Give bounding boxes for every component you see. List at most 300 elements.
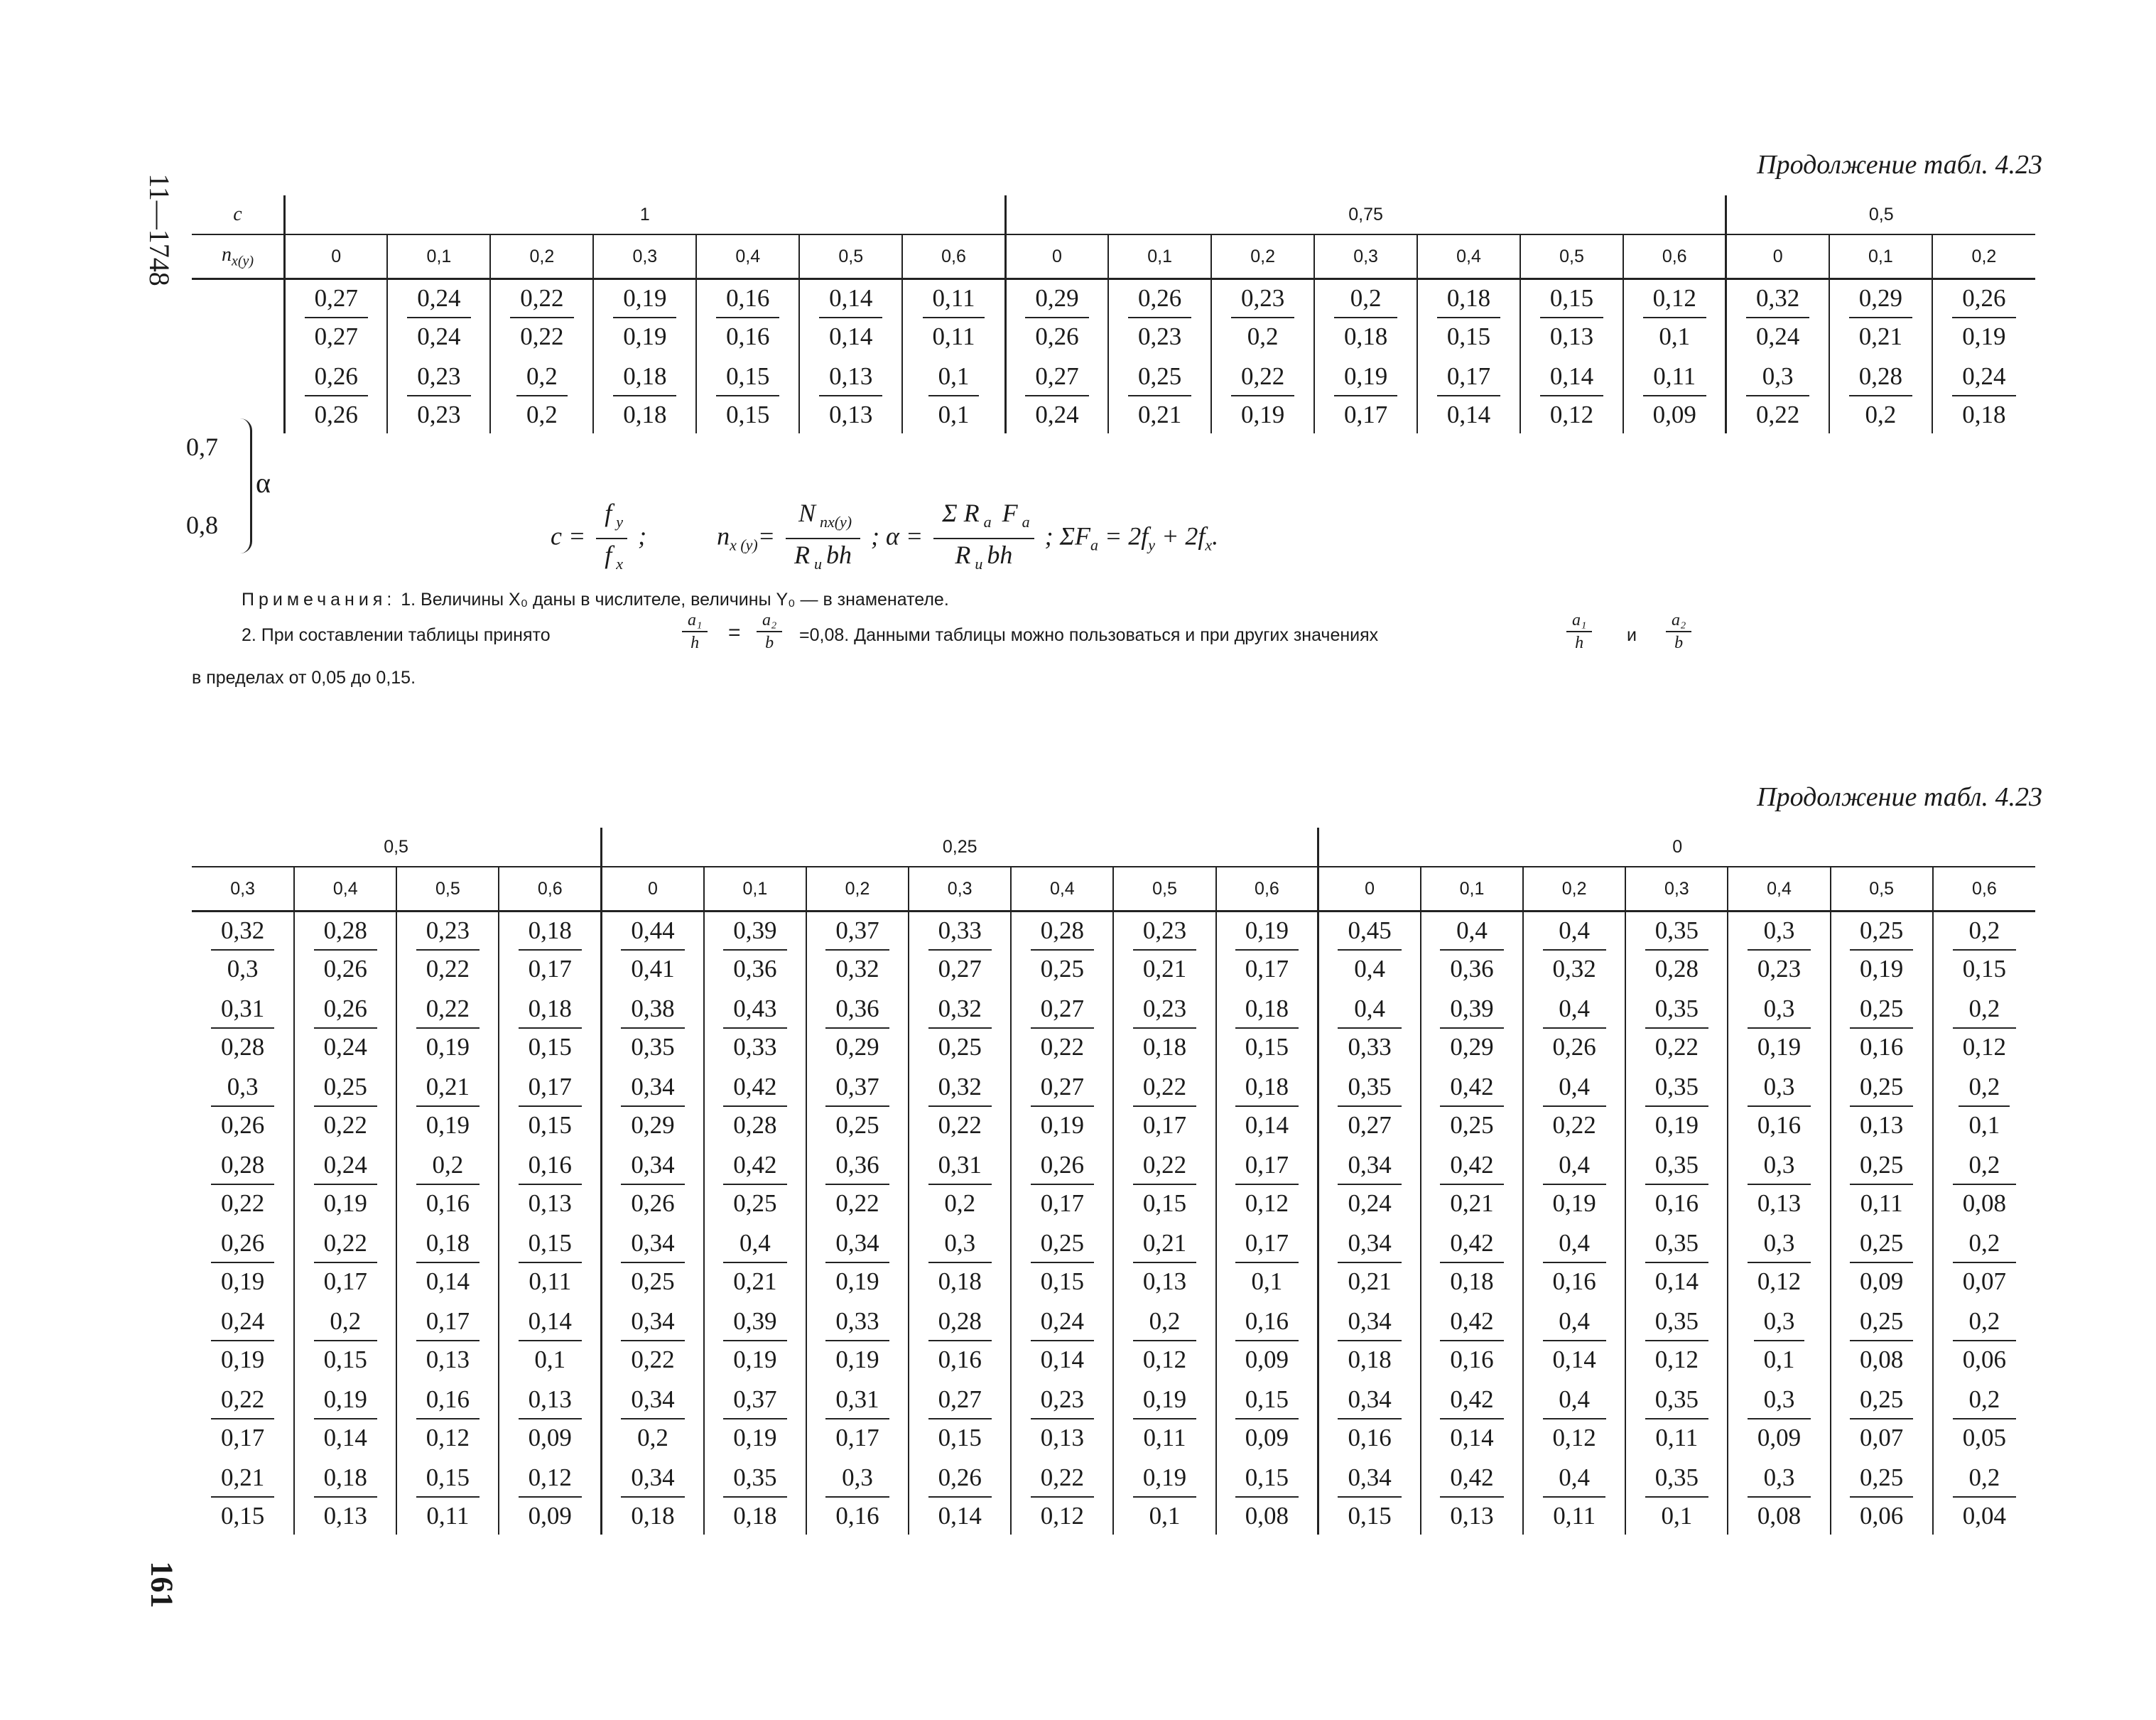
y0-value: 0,12 [1757,1267,1802,1295]
y0-value: 0,07 [1860,1424,1904,1451]
note-equals: = [728,621,741,644]
x0-value: 0,3 [1754,1303,1805,1341]
value-column [1932,279,2035,434]
value-pair [1235,1225,1299,1300]
x0-value: 0,2 [1953,1225,2016,1263]
y0-value: 0,18 [938,1267,982,1295]
value-pair [1133,912,1196,988]
y0-value: 0,25 [938,1033,982,1061]
n-value-header: 0,4 [1417,234,1520,279]
value-pair [1235,990,1299,1066]
n-value-header: 0,2 [1523,867,1625,912]
x0-value: 0,24 [1952,358,2015,396]
y0-value: 0,15 [1348,1502,1392,1530]
value-pair [1440,912,1503,988]
value-pair [519,1303,582,1378]
value-pair [723,990,786,1066]
value-pair [1133,1225,1196,1300]
value-pair [928,1381,992,1456]
x0-value: 0,25 [1850,1381,1913,1419]
y0-value: 0,13 [1757,1189,1802,1217]
x0-value: 0,38 [621,990,684,1029]
y0-value: 0,36 [733,955,777,983]
value-pair [416,1225,480,1300]
value-pair [1850,1147,1913,1222]
value-pair [1338,990,1401,1066]
value-pair [1953,1303,2016,1378]
y0-value: 0,26 [220,1111,265,1139]
value-pair [519,912,582,988]
x0-value: 0,28 [1031,912,1094,951]
n-value-header: 0 [285,234,388,279]
x0-value: 0,16 [1235,1303,1299,1341]
x0-value: 0,22 [314,1225,377,1263]
x0-value: 0,2 [1133,1303,1196,1341]
x0-value: 0,42 [723,1147,786,1185]
y0-value: 0,23 [1138,323,1182,350]
notes-line-2b: =0,08. Данными таблицы можно пользоваться и при других значениях [799,625,1379,645]
value-pair [1031,1225,1094,1300]
y0-value: 0,26 [1035,323,1079,350]
y0-value: 0,29 [1450,1033,1494,1061]
value-pair [825,990,889,1066]
x0-value: 0,4 [1440,912,1503,951]
x0-value: 0,35 [1645,912,1708,951]
value-pair [1748,1147,1811,1222]
x0-value: 0,25 [1850,990,1913,1029]
x0-value: 0,34 [621,1069,684,1107]
y0-value: 0,15 [938,1424,982,1451]
n-value-header: 0 [1726,234,1829,279]
n-value-header: 0 [1005,234,1108,279]
x0-value: 0,27 [1025,358,1088,396]
x0-value: 0,16 [416,1381,480,1419]
y0-value: 0,12 [1245,1189,1289,1217]
value-pair [1128,280,1191,355]
row-label-07: 0,7 [186,433,218,461]
x0-value: 0,17 [416,1303,480,1341]
value-pair [1540,358,1603,433]
value-pair [1235,1303,1299,1378]
n-value-header: 0,4 [294,867,396,912]
y0-value: 0,16 [426,1189,470,1217]
value-pair [819,358,882,433]
value-pair [723,912,786,988]
y0-value: 0,16 [726,323,770,350]
x0-value: 0,18 [1437,280,1500,318]
value-pair [723,1459,786,1535]
value-pair [613,280,676,355]
x0-value: 0,26 [211,1225,274,1263]
value-pair [305,358,368,433]
x0-value: 0,16 [519,1147,582,1185]
y0-value: 0,12 [1040,1502,1084,1530]
y0-value: 0,19 [733,1424,777,1451]
value-pair [1849,358,1912,433]
value-column [294,912,396,1535]
value-pair [1850,990,1913,1066]
x0-value: 0,18 [613,358,676,396]
value-pair [825,1069,889,1144]
n-value-header: 0 [1318,867,1421,912]
x0-value: 0,23 [1231,280,1294,318]
y0-value: 0,22 [1552,1111,1596,1139]
x0-value: 0,25 [1850,1303,1913,1341]
x0-value: 0,3 [1746,358,1809,396]
value-pair [923,280,985,355]
formula-c-lhs: c = [551,521,586,551]
value-pair [1133,1069,1196,1144]
y0-value: 0,13 [1040,1424,1084,1451]
value-pair [1645,990,1708,1066]
value-pair [211,1303,274,1378]
value-pair [1645,1459,1708,1535]
x0-value: 0,17 [1437,358,1500,396]
x0-value: 0,19 [1334,358,1397,396]
x0-value: 0,15 [519,1225,582,1263]
value-pair [519,1147,582,1222]
value-column [1625,912,1728,1535]
value-column [1520,279,1623,434]
y0-value: 0,15 [1040,1267,1084,1295]
x0-value: 0,4 [1543,1069,1606,1107]
n-label: $n_{x(y)}$ [192,234,285,279]
y0-value: 0,16 [1860,1033,1904,1061]
x0-value: 0,4 [1543,990,1606,1029]
n-value-header: 0,2 [1932,234,2035,279]
x0-value: 0,11 [923,280,985,318]
y0-value: 0,1 [1659,323,1691,350]
value-pair [928,358,980,433]
n-value-header: 0,4 [696,234,799,279]
note-fraction-a2-b-2: a₂ b [1666,610,1691,654]
x0-value: 0,2 [1334,280,1397,318]
value-column [696,279,799,434]
y0-value: 0,24 [1756,323,1800,350]
y0-value: 0,28 [733,1111,777,1139]
notes-line-1 [242,590,949,610]
value-pair [1850,912,1913,988]
y0-value: 0,3 [227,955,259,983]
value-pair [1235,912,1299,988]
x0-value: 0,24 [407,280,470,318]
y0-value: 0,15 [528,1111,572,1139]
x0-value: 0,19 [1133,1381,1196,1419]
y0-value: 0,41 [631,955,675,983]
x0-value: 0,14 [1540,358,1603,396]
value-pair [1748,1069,1811,1144]
x0-value: 0,2 [1953,1147,2016,1185]
value-pair [407,358,470,433]
x0-value: 0,25 [1850,1069,1913,1107]
y0-value: 0,19 [835,1346,879,1373]
y0-value: 0,16 [1552,1267,1596,1295]
value-pair [211,1069,274,1144]
y0-value: 0,14 [938,1502,982,1530]
value-pair [519,1459,582,1535]
value-pair [1338,1459,1401,1535]
value-pair [1850,1303,1913,1378]
y0-value: 0,17 [1040,1189,1084,1217]
x0-value: 0,42 [1440,1459,1503,1498]
bottom-table-values-row [192,912,2035,1535]
y0-value: 0,13 [829,401,873,428]
y0-value: 0,21 [733,1267,777,1295]
value-pair [1850,1069,1913,1144]
row-label-cell [186,279,285,539]
y0-value: 0,11 [426,1502,470,1530]
y0-value: 0,06 [1962,1346,2006,1373]
value-pair [825,1459,889,1535]
x0-value: 0,11 [1643,358,1706,396]
y0-value: 0,16 [1654,1189,1699,1217]
y0-value: 0,21 [1142,955,1187,983]
x0-value: 0,18 [519,912,582,951]
x0-value: 0,19 [1235,912,1299,951]
x0-value: 0,21 [1133,1225,1196,1263]
x0-value: 0,2 [314,1303,377,1341]
x0-value: 0,45 [1338,912,1401,951]
x0-value: 0,3 [1748,1459,1811,1498]
y0-value: 0,21 [1138,401,1182,428]
value-column [1005,279,1108,434]
value-pair [519,1225,582,1300]
value-pair [211,990,274,1066]
y0-value: 0,22 [1040,1033,1084,1061]
y0-value: 0,13 [528,1189,572,1217]
value-pair [1645,1147,1708,1222]
x0-value: 0,33 [825,1303,889,1341]
value-pair [928,1225,992,1300]
y0-value: 0,1 [1661,1502,1693,1530]
x0-value: 0,4 [1543,1225,1606,1263]
x0-value: 0,17 [1235,1225,1299,1263]
x0-value: 0,28 [314,912,377,951]
y0-value: 0,28 [220,1033,265,1061]
x0-value: 0,22 [510,280,573,318]
y0-value: 0,33 [733,1033,777,1061]
x0-value: 0,25 [314,1069,377,1107]
value-pair [1031,1381,1094,1456]
x0-value: 0,18 [1235,990,1299,1029]
value-pair [416,1147,480,1222]
note-fraction-a1-h-2: a₁ h [1566,610,1592,654]
x0-value: 0,28 [928,1303,992,1341]
n-value-header: 0,2 [1211,234,1314,279]
value-column [1108,279,1211,434]
formula-sum: ; ΣF [1044,521,1090,551]
value-pair [1959,1069,2010,1144]
x0-value: 0,13 [519,1381,582,1419]
n-value-header: 0,3 [192,867,294,912]
y0-value: 0,11 [1655,1424,1699,1451]
top-table-c-row [192,195,2035,234]
x0-value: 0,14 [519,1303,582,1341]
n-value-header: 0,6 [1933,867,2035,912]
value-pair [928,912,992,988]
y0-value: 0,09 [528,1502,572,1530]
x0-value: 0,26 [1031,1147,1094,1185]
y0-value: 0,19 [1240,401,1285,428]
value-pair [314,1069,377,1144]
value-column [396,912,499,1535]
y0-value: 0,2 [944,1189,976,1217]
x0-value: 0,3 [1748,1225,1811,1263]
x0-value: 0,37 [723,1381,786,1419]
value-pair [1334,358,1397,433]
x0-value: 0,28 [211,1147,274,1185]
value-pair [1437,280,1500,355]
y0-value: 0,16 [1757,1111,1802,1139]
y0-value: 0,15 [1962,955,2006,983]
bottom-table-n-row [192,867,2035,912]
y0-value: 0,11 [529,1267,572,1295]
value-pair [1031,1303,1094,1378]
brace-icon [240,418,252,553]
x0-value: 0,4 [1543,1459,1605,1498]
value-pair [1645,1303,1708,1378]
x0-value: 0,25 [1031,1225,1094,1263]
x0-value: 0,27 [305,280,368,318]
value-pair [1543,1303,1606,1378]
value-pair [1231,280,1294,355]
value-pair [1334,280,1397,355]
value-pair [716,358,779,433]
value-column [1318,912,1421,1535]
y0-value: 0,1 [534,1346,566,1373]
value-column [602,912,704,1535]
n-value-header: 0,3 [1314,234,1417,279]
x0-value: 0,31 [825,1381,889,1419]
x0-value: 0,4 [1543,1381,1606,1419]
x0-value: 0,34 [621,1147,684,1185]
value-pair [416,912,480,988]
formula-c-fraction: $\frac{f _y}{f _x}$ [596,497,627,580]
note-and: и [1627,625,1637,645]
y0-value: 0,08 [1860,1346,1904,1373]
y0-value: 0,1 [1763,1346,1795,1373]
x0-value: 0,27 [1031,990,1094,1029]
y0-value: 0,18 [1343,323,1388,350]
y0-value: 0,1 [1149,1502,1181,1530]
value-pair [314,1381,377,1456]
value-column [806,912,909,1535]
value-pair [723,1147,786,1222]
value-pair [1953,1381,2016,1456]
x0-value: 0,22 [1031,1459,1094,1498]
y0-value: 0,18 [1450,1267,1494,1295]
y0-value: 0,17 [1343,401,1388,428]
y0-value: 0,14 [829,323,873,350]
y0-value: 0,2 [637,1424,668,1451]
x0-value: 0,19 [314,1381,377,1419]
value-pair [1440,1303,1503,1378]
x0-value: 0,22 [416,990,480,1029]
y0-value: 0,17 [1245,955,1289,983]
top-table-caption: Продолжение табл. 4.23 [1757,150,2042,180]
value-pair [314,1147,377,1222]
y0-value: 0,13 [1450,1502,1494,1530]
c-value-header: 0,5 [192,828,602,867]
sheet-code: 11—1748 [143,173,175,286]
n-value-header: 0,2 [490,234,593,279]
value-pair [1850,1225,1913,1300]
value-column [1623,279,1726,434]
x0-value: 0,37 [825,912,889,951]
y0-value: 0,26 [1552,1033,1596,1061]
value-pair [519,990,582,1066]
n-value-header: 0,1 [1108,234,1211,279]
y0-value: 0,08 [1757,1502,1802,1530]
y0-value: 0,26 [314,401,358,428]
n-value-header: 0,6 [499,867,601,912]
value-pair [1543,1069,1606,1144]
value-pair [621,1147,684,1222]
value-pair [1849,280,1912,355]
x0-value: 0,22 [1231,358,1294,396]
top-table-values-row [192,279,2035,434]
value-pair [1645,1381,1708,1456]
formula-alpha-lhs: ; α = [871,521,923,551]
value-pair [510,280,573,355]
x0-value: 0,33 [928,912,992,951]
y0-value: 0,17 [323,1267,367,1295]
value-pair [1754,1303,1805,1378]
x0-value: 0,15 [716,358,779,396]
y0-value: 0,08 [1962,1189,2006,1217]
page-number: 161 [144,1561,180,1608]
value-pair [1440,1459,1503,1535]
x0-value: 0,35 [1645,1459,1708,1498]
value-pair [1645,1225,1708,1300]
x0-value: 0,26 [305,358,368,396]
x0-value: 0,17 [1235,1147,1299,1185]
value-pair [1543,1147,1606,1222]
x0-value: 0,4 [1543,1147,1606,1185]
value-pair [1338,1303,1401,1378]
y0-value: 0,17 [220,1424,265,1451]
x0-value: 0,24 [211,1303,274,1341]
y0-value: 0,29 [835,1033,879,1061]
y0-value: 0,08 [1245,1502,1289,1530]
value-pair [723,1225,786,1300]
y0-value: 0,13 [1142,1267,1187,1295]
n-value-header: 0,6 [902,234,1005,279]
x0-value: 0,31 [928,1147,992,1185]
x0-value: 0,3 [1748,912,1811,951]
value-pair [1543,1381,1606,1456]
y0-value: 0,14 [1552,1346,1596,1373]
value-pair [1031,1147,1094,1222]
value-column [1314,279,1417,434]
y0-value: 0,06 [1860,1502,1904,1530]
y0-value: 0,14 [1040,1346,1084,1373]
value-pair [928,1147,992,1222]
c-value-header: 0,5 [1726,195,2035,234]
value-pair [519,1069,582,1144]
value-pair [621,912,684,988]
x0-value: 0,22 [1133,1069,1196,1107]
value-pair [1235,1147,1299,1222]
y0-value: 0,16 [1348,1424,1392,1451]
value-pair [1440,1147,1503,1222]
x0-value: 0,2 [1953,1381,2016,1419]
x0-value: 0,39 [1440,990,1503,1029]
value-column [192,912,294,1535]
value-pair [1235,1381,1299,1456]
y0-value: 0,09 [1652,401,1696,428]
x0-value: 0,21 [416,1069,480,1107]
